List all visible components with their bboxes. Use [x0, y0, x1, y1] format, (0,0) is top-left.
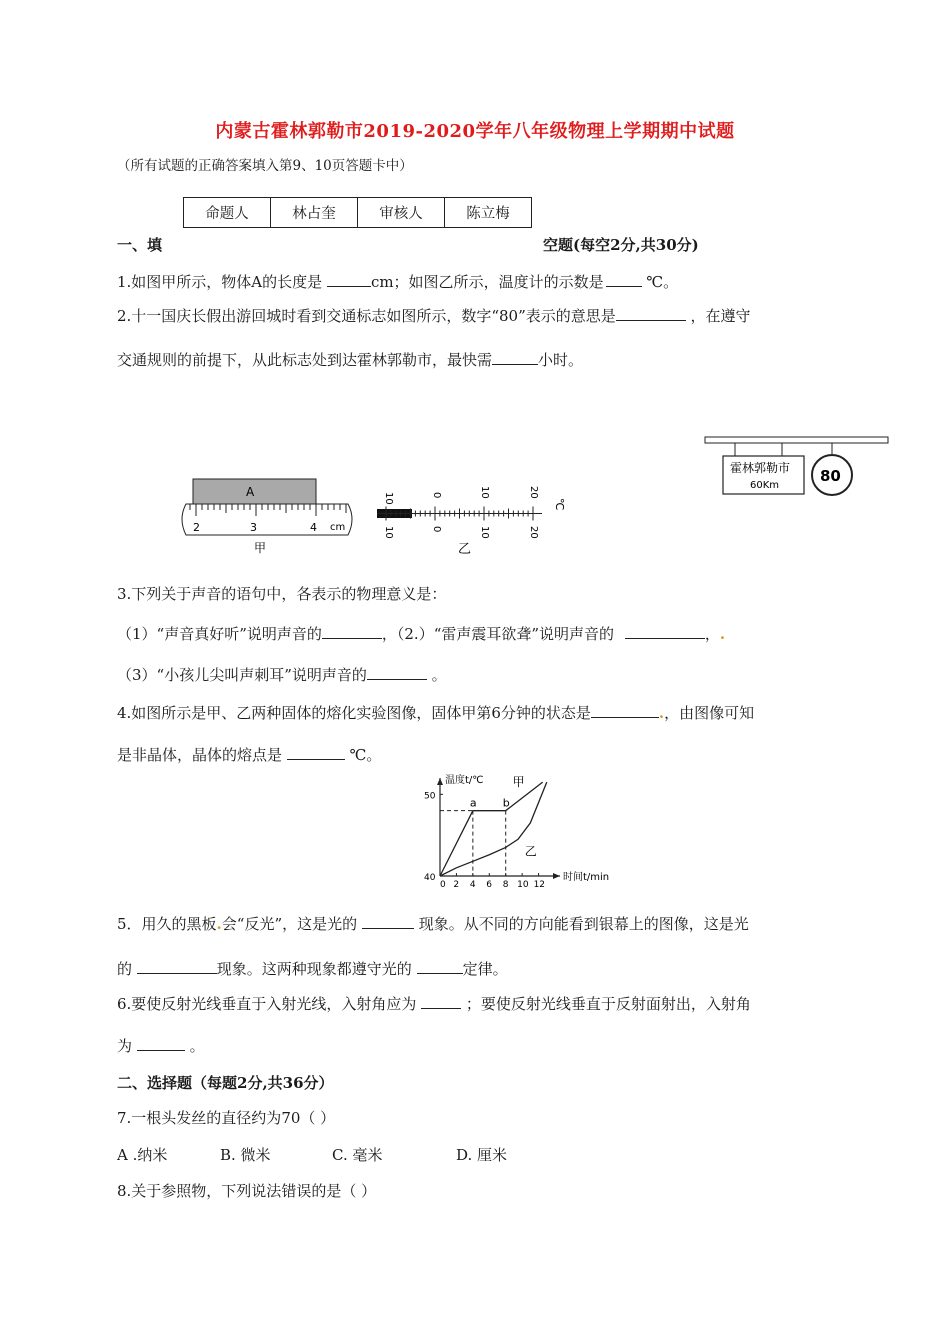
q5-line2-a: 的 — [117, 960, 133, 978]
q6-blank-1[interactable] — [421, 994, 461, 1009]
q7-option-a[interactable]: A .纳米 — [117, 1146, 168, 1164]
x-axis-label: 时间t/min — [563, 872, 610, 883]
series-line-jia — [440, 782, 543, 876]
q3-p2-b: 。 — [431, 666, 447, 684]
thermo-bottom-label: 0 — [431, 526, 442, 533]
question-3-part2 — [117, 664, 447, 685]
q7-option-c[interactable]: C. 毫米 — [332, 1146, 383, 1164]
q3-p1-a: （1）“声音真好听”说明声音的 — [117, 625, 322, 643]
q7-option-b[interactable]: B. 微米 — [220, 1146, 271, 1164]
page-title: 内蒙古霍林郭勒市2019-2020学年八年级物理上学期期中试题 — [215, 121, 735, 142]
question-8-stem: 8.关于参照物，下列说法错误的是（ ） — [117, 1182, 377, 1200]
x-tick-label: 10 — [517, 880, 529, 890]
x-tick-label: 8 — [502, 880, 509, 890]
staff-cell: 审核人 — [358, 198, 445, 228]
staff-cell: 林占奎 — [271, 198, 358, 228]
sign-place: 霍林郭勒市 — [730, 461, 791, 475]
staff-table — [183, 197, 532, 228]
question-4-line1 — [117, 702, 754, 723]
sign-distance: 60Km — [750, 480, 780, 491]
q3-blank-1[interactable] — [322, 624, 382, 639]
q4-blank-state[interactable] — [591, 703, 659, 718]
thermo-top-label: 0 — [431, 492, 442, 499]
y-tick-label: 40 — [424, 873, 436, 883]
speed-limit-value: 80 — [820, 467, 841, 485]
q5-blank-2[interactable] — [137, 959, 217, 974]
answer-note: （所有试题的正确答案填入第9、10页答题卡中） — [117, 158, 413, 174]
ruler-figure — [180, 475, 360, 560]
q7-option-d[interactable]: D. 厘米 — [456, 1146, 508, 1164]
ruler-tick-label: 3 — [250, 521, 257, 534]
sign-bar — [705, 437, 888, 443]
q4-line2-a: 是非晶体，晶体的熔点是 — [117, 746, 283, 764]
thermo-caption: 乙 — [458, 542, 472, 557]
thermo-top-label: 10 — [479, 486, 490, 499]
ruler-tick-label: 4 — [310, 521, 317, 534]
q4-line1-b: ，由图像可知 — [664, 704, 755, 722]
x-tick-label: 0 — [440, 880, 446, 890]
q3-p2-a: （3）“小孩儿尖叫声刺耳”说明声音的 — [117, 666, 367, 684]
y-axis-label: 温度t/℃ — [445, 775, 484, 786]
x-tick-label: 2 — [453, 880, 460, 890]
question-3-part1 — [117, 623, 725, 644]
staff-cell: 命题人 — [184, 198, 271, 228]
question-6-line2 — [117, 1035, 205, 1056]
section1-heading-left: 一、填 — [117, 236, 163, 254]
ruler-unit: cm — [330, 522, 346, 533]
thermo-bottom-label: 20 — [528, 526, 539, 539]
q1-text-b: cm；如图乙所示，温度计的示数是 — [370, 273, 604, 291]
question-5-line1 — [117, 913, 749, 934]
q2-line2-b: 小时。 — [538, 351, 584, 369]
q1-text-a: 1.如图甲所示，物体A的长度是 — [117, 273, 323, 291]
q4-line1-a: 4.如图所示是甲、乙两种固体的熔化实验图像，固体甲第6分钟的状态是 — [117, 704, 591, 722]
y-tick-label: 50 — [424, 791, 436, 802]
question-4-line2 — [117, 744, 381, 765]
q2-line2-a: 交通规则的前提下，从此标志处到达霍林郭勒市，最快需 — [117, 351, 493, 369]
q6-blank-2[interactable] — [137, 1036, 185, 1051]
melting-chart — [415, 770, 635, 895]
object-a-label: A — [246, 485, 255, 499]
q2-blank-hours[interactable] — [492, 350, 538, 365]
q5-line1-b: 会“反光”，这是光的 — [221, 915, 358, 933]
q5-blank-1[interactable] — [362, 914, 414, 929]
chart-guides — [440, 811, 506, 876]
ruler-tick-label: 2 — [193, 521, 200, 534]
stray-mark: . — [719, 625, 726, 643]
question-1 — [117, 271, 678, 292]
q5-line2-c: 定律。 — [462, 960, 508, 978]
series-label: 乙 — [524, 844, 537, 859]
q4-blank-melting-point[interactable] — [287, 745, 345, 760]
question-2-line1 — [117, 305, 751, 326]
q5-line1-a: 5．用久的黑板 — [117, 915, 217, 933]
thermo-top-label: 10 — [383, 492, 394, 505]
q6-line1-a: 6.要使反射光线垂直于入射光线，入射角应为 — [117, 995, 417, 1013]
thermo-bottom-label: 10 — [383, 526, 394, 539]
q2-line1-b: ，在遵守 — [690, 307, 751, 325]
thermo-bottom-label: 10 — [479, 526, 490, 539]
q3-blank-2[interactable] — [625, 624, 705, 639]
q5-line2-b: 现象。这两种现象都遵守光的 — [216, 960, 412, 978]
staff-cell: 陈立梅 — [445, 198, 532, 228]
q6-line2-b: 。 — [189, 1037, 205, 1055]
ruler-caption: 甲 — [254, 541, 267, 555]
thermo-top-label: 20 — [528, 486, 539, 499]
section1-heading-right: 空题(每空2分,共30分) — [543, 236, 699, 254]
q3-p1-b: ，（2.）“雷声震耳欲聋”说明声音的 — [381, 625, 615, 643]
q6-line2-a: 为 — [117, 1037, 133, 1055]
q6-line1-b: ；要使反射光线垂直于反射面射出，入射角 — [465, 995, 751, 1013]
traffic-sign-figure — [700, 432, 892, 502]
object-a-block — [193, 479, 316, 504]
q1-blank-temperature[interactable] — [606, 272, 642, 287]
q4-line2-b: ℃。 — [349, 746, 382, 764]
question-5-line2 — [117, 958, 508, 979]
q5-line1-c: 现象。从不同的方向能看到银幕上的图像，这是光 — [418, 915, 749, 933]
point-label: b — [502, 796, 510, 810]
chart-series — [440, 775, 547, 876]
x-tick-label: 12 — [533, 880, 546, 890]
series-line-yi — [440, 782, 547, 876]
x-tick-label: 6 — [486, 880, 493, 890]
y-axis-arrow — [437, 778, 443, 785]
question-3-stem: 3.下列关于声音的语句中，各表示的物理意义是： — [117, 585, 447, 603]
stray-mark: . — [216, 915, 222, 933]
x-axis-arrow — [553, 873, 560, 879]
series-label: 甲 — [512, 775, 525, 790]
q1-text-c: ℃。 — [646, 273, 679, 291]
q3-p1-c: ， — [704, 625, 720, 643]
point-label: a — [469, 796, 477, 810]
x-tick-label: 4 — [469, 880, 476, 890]
section2-heading: 二、选择题（每题2分,共36分） — [117, 1074, 334, 1092]
q2-line1-a: 2.十一国庆长假出游回城时看到交通标志如图所示，数字“80”表示的意思是 — [117, 307, 616, 325]
question-7-stem: 7.一根头发丝的直径约为70（ ） — [117, 1109, 336, 1127]
question-2-line2 — [117, 349, 583, 370]
question-6-line1 — [117, 993, 751, 1014]
stray-mark: . — [658, 704, 665, 722]
q1-blank-length[interactable] — [327, 272, 371, 287]
q3-blank-3[interactable] — [367, 665, 427, 680]
q2-blank-meaning[interactable] — [616, 306, 686, 321]
thermometer-figure — [372, 480, 572, 560]
thermo-unit: ℃ — [553, 498, 566, 511]
q5-blank-3[interactable] — [417, 959, 463, 974]
